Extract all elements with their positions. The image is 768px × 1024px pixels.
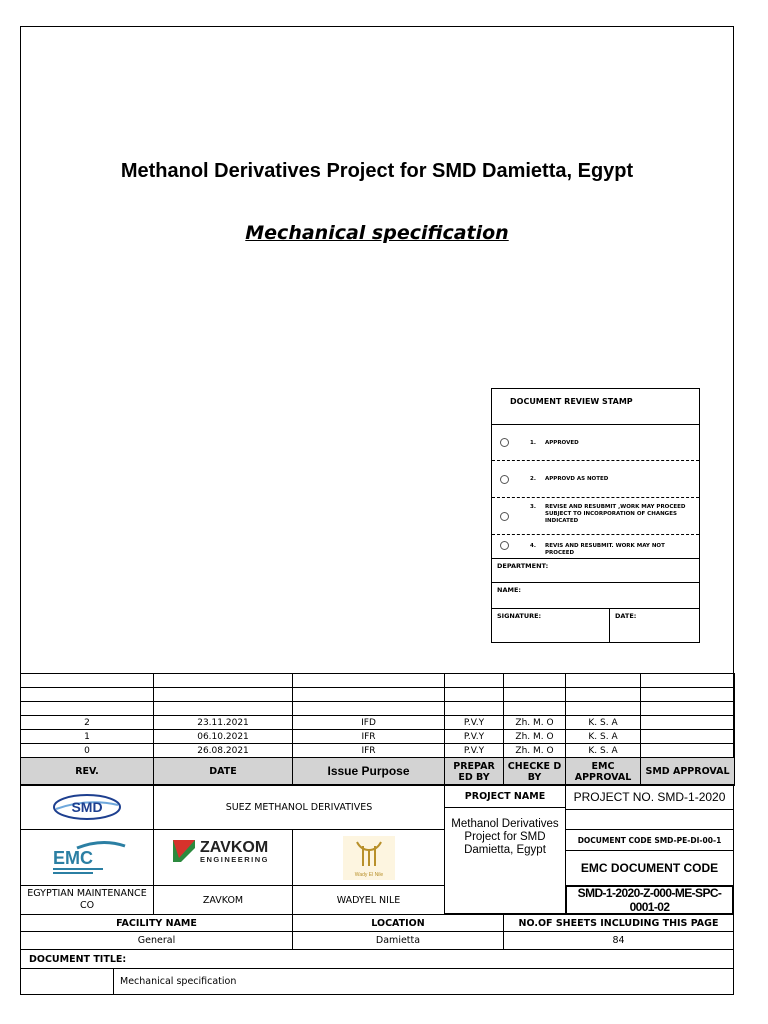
revision-table (20, 673, 735, 786)
svg-text:ENGINEERING: ENGINEERING (200, 855, 270, 864)
stamp-option-approved[interactable]: 1. APPROVED (492, 425, 699, 461)
header-checked-by: CHECKE D BY (504, 758, 566, 786)
sheets-label: NO.OF SHEETS INCLUDING THIS PAGE (503, 914, 734, 932)
document-main-title: Methanol Derivatives Project for SMD Damietta, Egypt (120, 160, 634, 182)
document-subtitle: Mechanical specification (245, 222, 509, 244)
svg-text:Wady El Nile: Wady El Nile (354, 871, 383, 878)
location-label: LOCATION (292, 914, 504, 932)
company-wadyel-nile: WADYEL NILE (292, 885, 445, 915)
stamp-name-field[interactable]: NAME: (492, 583, 699, 609)
stamp-option-revise-may-proceed[interactable]: 3. REVISE AND RESUBMIT ,WORK MAY PROCEED SUBJECT TO INCORPORATION OF CHANGES INDICATED (492, 498, 699, 535)
table-row-empty (21, 674, 735, 688)
smd-logo-cell (20, 784, 154, 830)
emc-document-code: SMD-1-2020-Z-000-ME-SPC-0001-02 (565, 885, 734, 915)
sheets-value: 84 (503, 931, 734, 950)
svg-text:SMD: SMD (71, 799, 103, 815)
stamp-department-field[interactable]: DEPARTMENT: (492, 559, 699, 583)
location-value: Damietta (292, 931, 504, 950)
stamp-date-field[interactable]: DATE: (615, 612, 637, 620)
smd-logo-icon (52, 792, 122, 822)
header-smd-approval: SMD APPROVAL (641, 758, 735, 786)
facility-name-label: FACILITY NAME (20, 914, 293, 932)
document-title-label: DOCUMENT TITLE: (20, 949, 734, 969)
project-name-label: PROJECT NAME (444, 784, 566, 808)
facility-name-value: General (20, 931, 293, 950)
stamp-option-revise-may-not-proceed[interactable]: 4. REVIS AND RESUBMIT. WORK MAY NOT PROCEED (492, 535, 699, 559)
emc-logo-icon (47, 838, 127, 878)
project-number: PROJECT NO. SMD-1-2020 (565, 784, 734, 810)
empty-cell (20, 968, 114, 995)
stamp-option-approved-as-noted[interactable]: 2. APPROVD AS NOTED (492, 461, 699, 498)
stamp-title: DOCUMENT REVIEW STAMP (492, 389, 699, 425)
radio-icon[interactable] (500, 438, 509, 447)
table-row-empty (21, 688, 735, 702)
svg-text:EMC: EMC (53, 847, 93, 868)
table-row: 0 26.08.2021 IFR P.V.Y Zh. M. O K. S. A (21, 744, 735, 758)
header-emc-approval: EMC APPROVAL (566, 758, 641, 786)
emc-logo-cell (20, 829, 154, 886)
radio-icon[interactable] (500, 475, 509, 484)
company-egyptian-maintenance: EGYPTIAN MAINTENANCE CO (20, 885, 154, 915)
table-row: 1 06.10.2021 IFR P.V.Y Zh. M. O K. S. A (21, 730, 735, 744)
zavkom-logo-icon (171, 836, 275, 866)
header-issue-purpose: Issue Purpose (293, 758, 445, 786)
table-header-row (21, 758, 735, 786)
document-title-value: Mechanical specification (113, 968, 734, 995)
stamp-signature-field[interactable]: SIGNATURE: (492, 609, 610, 642)
empty-cell (565, 809, 734, 830)
svg-text:ZAVKOM: ZAVKOM (200, 839, 269, 856)
header-rev: REV. (21, 758, 154, 786)
document-review-stamp (491, 388, 700, 643)
company-zavkom: ZAVKOM (153, 885, 293, 915)
radio-icon[interactable] (500, 512, 509, 521)
header-date: DATE (154, 758, 293, 786)
table-row-empty (21, 702, 735, 716)
wadyel-logo-cell (292, 829, 445, 886)
wadyel-logo-icon (343, 836, 395, 880)
radio-icon[interactable] (500, 541, 509, 550)
header-prepared-by: PREPAR ED BY (445, 758, 504, 786)
document-code: DOCUMENT CODE SMD-PE-DI-00-1 (565, 829, 734, 851)
table-row: 2 23.11.2021 IFD P.V.Y Zh. M. O K. S. A (21, 716, 735, 730)
zavkom-logo-cell (153, 829, 293, 886)
company-name-cell: SUEZ METHANOL DERIVATIVES (153, 784, 445, 830)
project-name-value: Methanol Derivatives Project for SMD Damietta, Egypt (444, 807, 566, 914)
emc-document-code-label: EMC DOCUMENT CODE (565, 850, 734, 886)
